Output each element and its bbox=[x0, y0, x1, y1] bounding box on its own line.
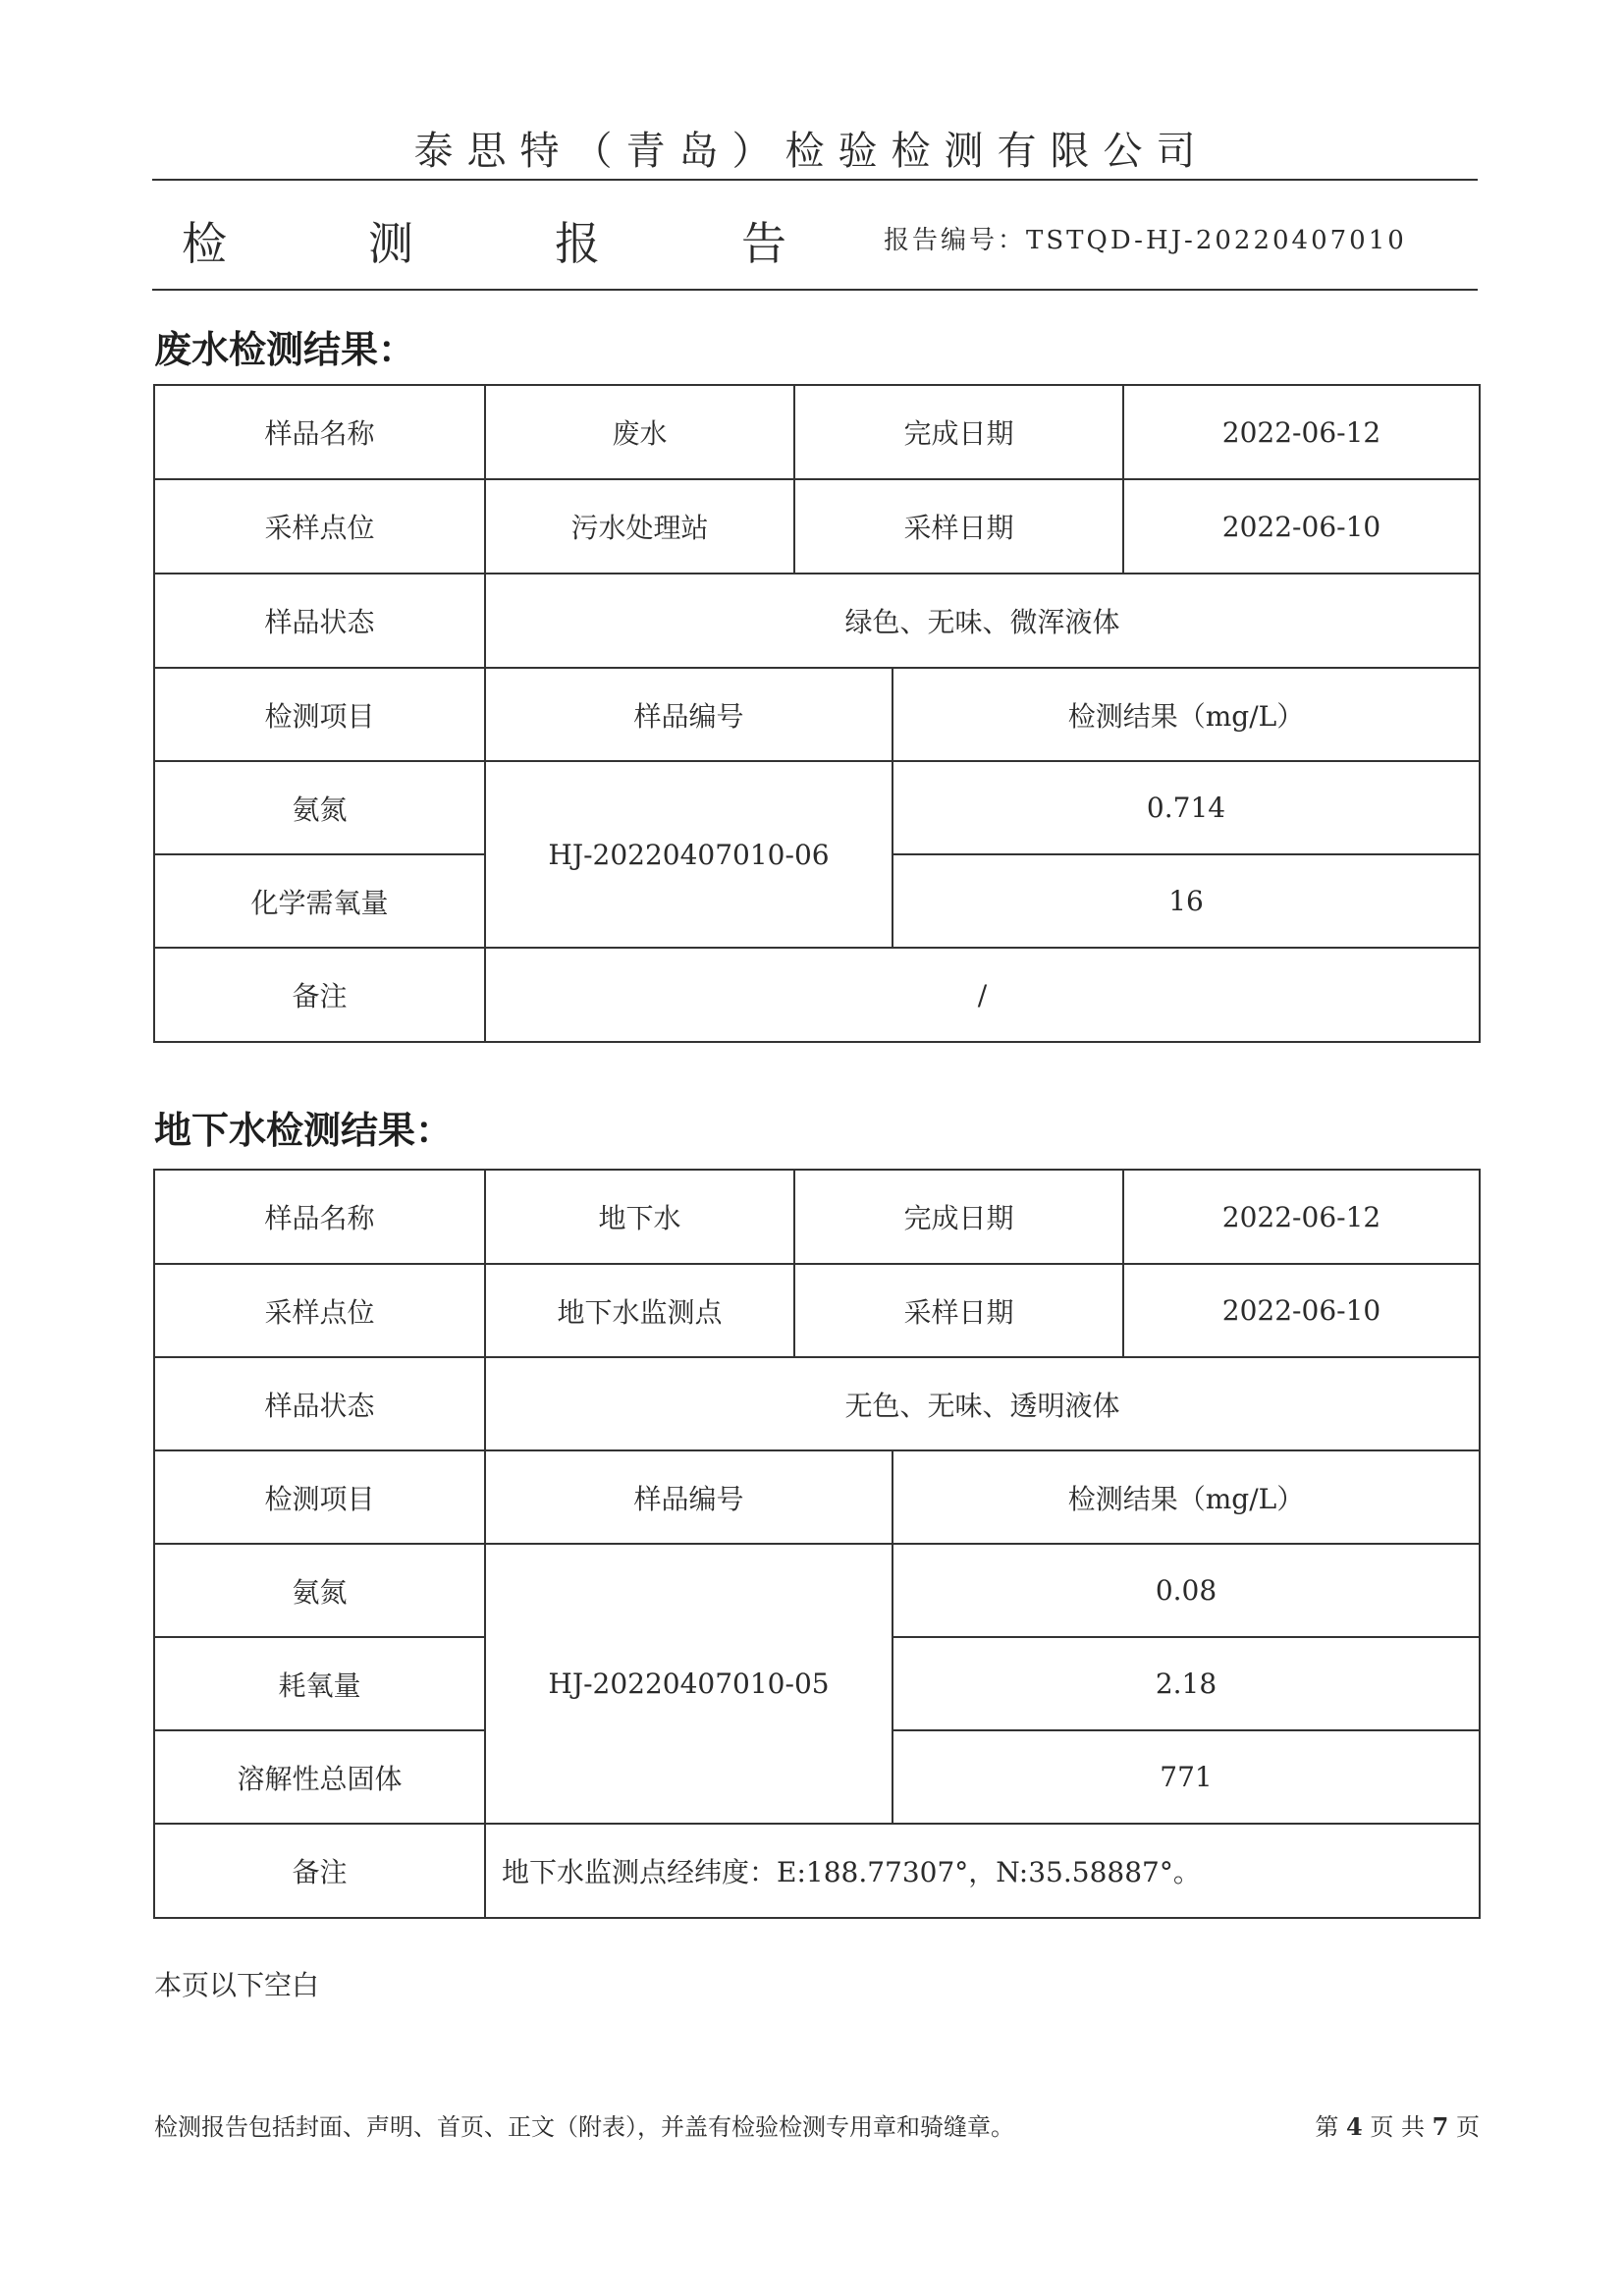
header-rule-bottom bbox=[152, 289, 1478, 291]
table-row bbox=[154, 761, 1480, 854]
remark-label: 备注 bbox=[154, 948, 485, 1042]
sampling-date-value: 2022-06-10 bbox=[1123, 479, 1480, 574]
page-prefix: 第 bbox=[1315, 2113, 1339, 2141]
item-header: 检测项目 bbox=[154, 1450, 485, 1544]
wastewater-section-title: 废水检测结果： bbox=[154, 328, 416, 371]
result-value: 771 bbox=[893, 1730, 1480, 1824]
sample-name-value: 地下水 bbox=[485, 1170, 794, 1264]
table-row bbox=[154, 1824, 1480, 1918]
sample-state-value: 绿色、无味、微浑液体 bbox=[485, 574, 1480, 668]
result-header: 检测结果（mg/L） bbox=[893, 668, 1480, 761]
page-total: 7 bbox=[1432, 2112, 1449, 2141]
sample-no-header: 样品编号 bbox=[485, 668, 893, 761]
finish-date-value: 2022-06-12 bbox=[1123, 1170, 1480, 1264]
item-name: 氨氮 bbox=[154, 761, 485, 854]
table-row bbox=[154, 479, 1480, 574]
table-row bbox=[154, 1264, 1480, 1357]
table-row bbox=[154, 1170, 1480, 1264]
item-header: 检测项目 bbox=[154, 668, 485, 761]
finish-date-value: 2022-06-12 bbox=[1123, 385, 1480, 479]
item-name: 氨氮 bbox=[154, 1544, 485, 1637]
sample-state-value: 无色、无味、透明液体 bbox=[485, 1357, 1480, 1450]
table-row bbox=[154, 1544, 1480, 1637]
sample-name-value: 废水 bbox=[485, 385, 794, 479]
report-number bbox=[884, 220, 1407, 256]
report-title-char: 报 bbox=[555, 217, 600, 270]
blank-page-note: 本页以下空白 bbox=[154, 1969, 320, 2001]
sampling-date-value: 2022-06-10 bbox=[1123, 1264, 1480, 1357]
result-value: 16 bbox=[893, 854, 1480, 948]
result-header: 检测结果（mg/L） bbox=[893, 1450, 1480, 1544]
sampling-point-label: 采样点位 bbox=[154, 479, 485, 574]
result-value: 0.08 bbox=[893, 1544, 1480, 1637]
sample-state-label: 样品状态 bbox=[154, 574, 485, 668]
report-header bbox=[152, 208, 1478, 277]
groundwater-table bbox=[153, 1169, 1481, 1919]
table-row bbox=[154, 668, 1480, 761]
sampling-date-label: 采样日期 bbox=[794, 1264, 1123, 1357]
item-name: 耗氧量 bbox=[154, 1637, 485, 1730]
report-title bbox=[182, 208, 928, 273]
table-row bbox=[154, 574, 1480, 668]
table-row bbox=[154, 1357, 1480, 1450]
result-value: 2.18 bbox=[893, 1637, 1480, 1730]
finish-date-label: 完成日期 bbox=[794, 385, 1123, 479]
table-row bbox=[154, 1450, 1480, 1544]
report-number-label: 报告编号： bbox=[884, 226, 1027, 255]
sample-name-label: 样品名称 bbox=[154, 1170, 485, 1264]
sampling-point-label: 采样点位 bbox=[154, 1264, 485, 1357]
remark-label: 备注 bbox=[154, 1824, 485, 1918]
page-middle: 页 共 bbox=[1370, 2113, 1426, 2141]
report-title-char: 告 bbox=[741, 217, 786, 270]
remark-value: / bbox=[485, 948, 1480, 1042]
table-row bbox=[154, 385, 1480, 479]
groundwater-section-title: 地下水检测结果： bbox=[154, 1109, 454, 1152]
company-name: 泰思特（青岛）检验检测有限公司 bbox=[413, 129, 1210, 174]
page-current: 4 bbox=[1346, 2112, 1363, 2141]
sample-no-value: HJ-20220407010-06 bbox=[485, 761, 893, 948]
header-rule-top bbox=[152, 179, 1478, 181]
sampling-point-value: 污水处理站 bbox=[485, 479, 794, 574]
item-name: 溶解性总固体 bbox=[154, 1730, 485, 1824]
remark-value: 地下水监测点经纬度：E:188.77307°，N:35.58887°。 bbox=[485, 1824, 1480, 1918]
report-number-value: TSTQD-HJ-20220407010 bbox=[1026, 226, 1407, 255]
sampling-date-label: 采样日期 bbox=[794, 479, 1123, 574]
sample-state-label: 样品状态 bbox=[154, 1357, 485, 1450]
sample-no-value: HJ-20220407010-05 bbox=[485, 1544, 893, 1824]
sample-name-label: 样品名称 bbox=[154, 385, 485, 479]
finish-date-label: 完成日期 bbox=[794, 1170, 1123, 1264]
sampling-point-value: 地下水监测点 bbox=[485, 1264, 794, 1357]
sample-no-header: 样品编号 bbox=[485, 1450, 893, 1544]
page-number bbox=[1315, 2107, 1480, 2142]
page-footer bbox=[154, 2107, 1480, 2142]
wastewater-table bbox=[153, 384, 1481, 1043]
report-title-char: 检 bbox=[182, 217, 227, 270]
table-row bbox=[154, 948, 1480, 1042]
page-suffix: 页 bbox=[1456, 2113, 1480, 2141]
item-name: 化学需氧量 bbox=[154, 854, 485, 948]
result-value: 0.714 bbox=[893, 761, 1480, 854]
report-title-char: 测 bbox=[368, 217, 413, 270]
footer-statement: 检测报告包括封面、声明、首页、正文（附表），并盖有检验检测专用章和骑缝章。 bbox=[154, 2113, 1014, 2141]
